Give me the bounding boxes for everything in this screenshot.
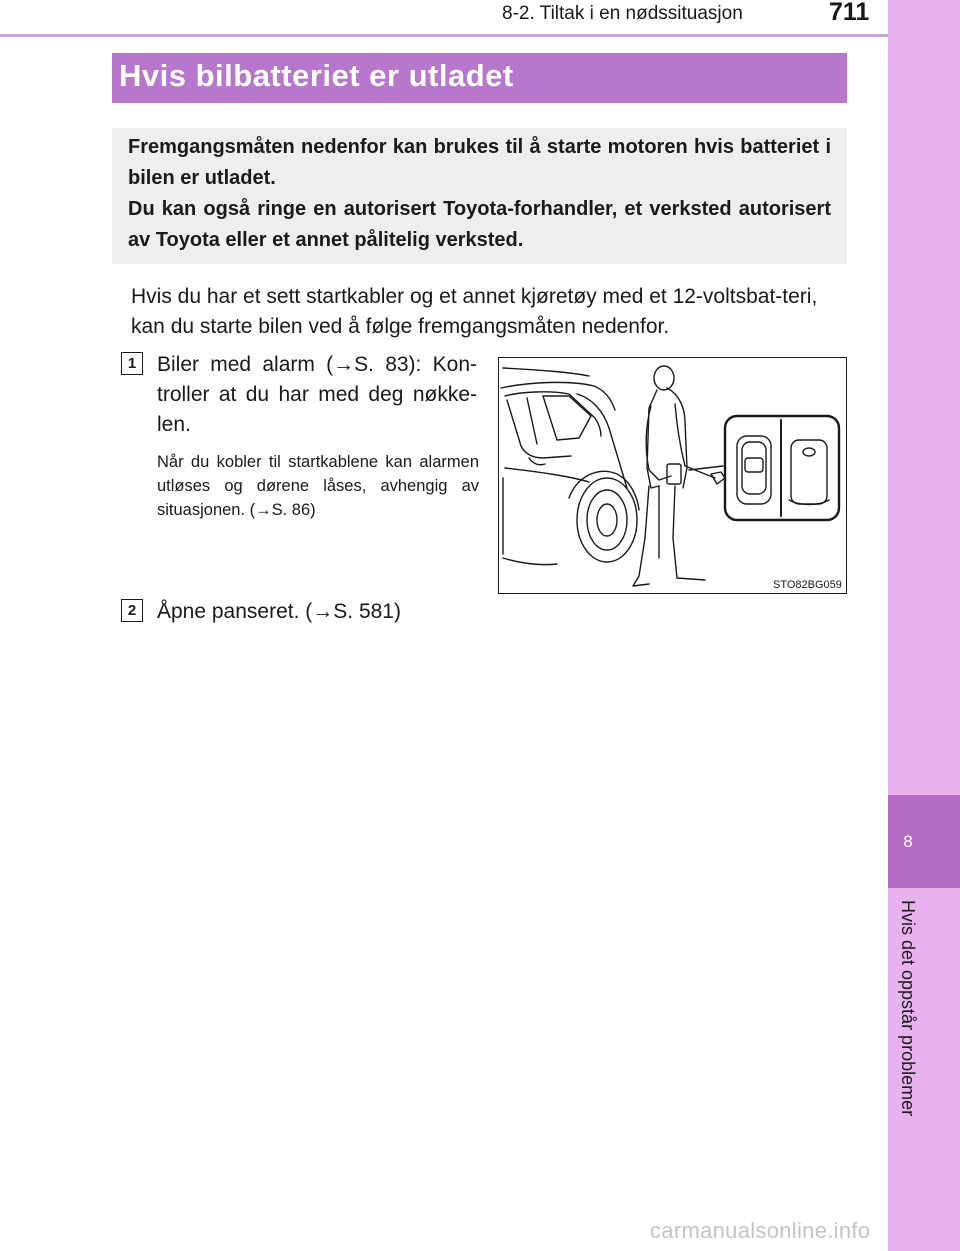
intro-paragraph-2: Du kan også ringe en autorisert Toyota-forhandler, et verksted autorisert av Toyota eller et annet pålitelig verksted. (128, 198, 831, 251)
step-2-text: Åpne panseret. (→S. 581) (157, 600, 401, 623)
page-number: 711 (829, 0, 870, 26)
header-rule (0, 34, 888, 37)
step-1-text: Biler med alarm (→S. 83): Kon-troller at du har med deg nøkke-len. (157, 353, 477, 436)
chapter-number: 8 (903, 832, 913, 851)
intro-paragraph-1: Fremgangsmåten nedenfor kan brukes til å starte motoren hvis batteriet i bilen er utladet. (128, 136, 831, 189)
step-2-number: 2 (121, 599, 143, 622)
step-1-number: 1 (121, 352, 143, 375)
page-title: Hvis bilbatteriet er utladet (119, 58, 514, 93)
step-1-note: Når du kobler til startkablene kan alarmen utløses og dørene låses, avhengig av situasjonen. (→S. 86) (157, 453, 479, 519)
illustration-key-check (498, 357, 847, 594)
chapter-title: Hvis det oppstår problemer (898, 900, 918, 1117)
body-paragraph: Hvis du har et sett startkabler og et annet kjøretøy med et 12-voltsbat-teri, kan du starte bilen ved å følge fremgangsmåten nedenfor. (131, 285, 818, 338)
figure-code: STO82BG059 (773, 579, 842, 591)
section-heading: 8-2. Tiltak i en nødssituasjon (502, 3, 743, 24)
watermark: carmanualsonline.info (650, 1218, 871, 1243)
person-with-key-illustration (499, 358, 846, 593)
